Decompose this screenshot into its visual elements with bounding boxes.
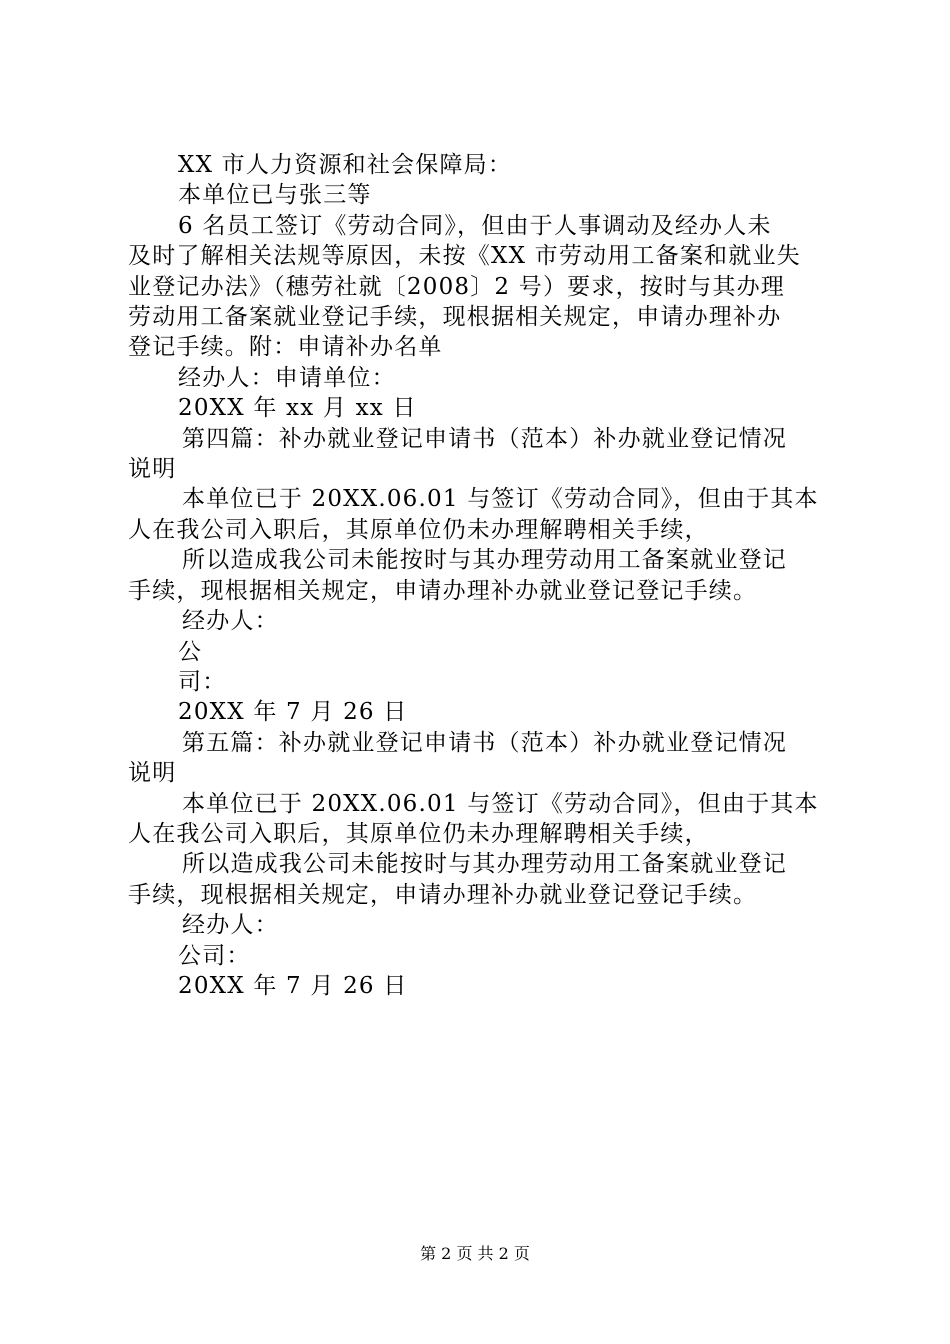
text-line: 所以造成我公司未能按时与其办理劳动用工备案就业登记 [182,547,787,574]
text-line: 司： [178,668,227,695]
text-line: 公司： [178,942,251,969]
text-line: 20XX 年 7 月 26 日 [178,972,408,999]
section-heading-cont: 说明 [128,456,177,483]
text-line: 所以造成我公司未能按时与其办理劳动用工备案就业登记 [182,851,787,878]
text-line: 经办人：申请单位： [178,364,396,391]
text-line: 20XX 年 7 月 26 日 [178,699,408,726]
text-line: 业登记办法》（穗劳社就〔2008〕2 号）要求，按时与其办理 [128,273,785,300]
text-line: 公 [178,638,203,665]
document-body [128,150,832,1001]
text-line: 本单位已于 20XX.06.01 与签订《劳动合同》，但由于其本 [182,486,819,513]
text-line: 人在我公司入职后，其原单位仍未办理解聘相关手续， [128,516,709,543]
text-line: 6 名员工签订《劳动合同》，但由于人事调动及经办人未 [178,212,772,239]
section-heading: 第四篇：补办就业登记申请书（范本）补办就业登记情况 [182,425,787,452]
text-line: 本单位已与张三等 [178,182,372,209]
text-line: 人在我公司入职后，其原单位仍未办理解聘相关手续， [128,820,709,847]
text-line: 登记手续。附：申请补办名单 [128,334,443,361]
text-line: 手续，现根据相关规定，申请办理补办就业登记登记手续。 [128,881,758,908]
text-line: 手续，现根据相关规定，申请办理补办就业登记登记手续。 [128,577,758,604]
page-number-label: 第 2 页 共 2 页 [420,1244,530,1263]
text-line: 本单位已于 20XX.06.01 与签订《劳动合同》，但由于其本 [182,790,819,817]
page-footer [0,1243,950,1265]
text-line: 经办人： [182,608,279,635]
text-line: 20XX 年 xx 月 xx 日 [178,395,417,422]
text-line: XX 市人力资源和社会保障局： [178,152,513,178]
section-heading: 第五篇：补办就业登记申请书（范本）补办就业登记情况 [182,729,787,756]
text-line: 劳动用工备案就业登记手续，现根据相关规定，申请办理补办 [128,304,782,331]
text-line: 及时了解相关法规等原因，未按《XX 市劳动用工备案和就业失 [128,243,801,270]
text-line: 经办人： [182,912,279,939]
section-heading-cont: 说明 [128,760,177,787]
